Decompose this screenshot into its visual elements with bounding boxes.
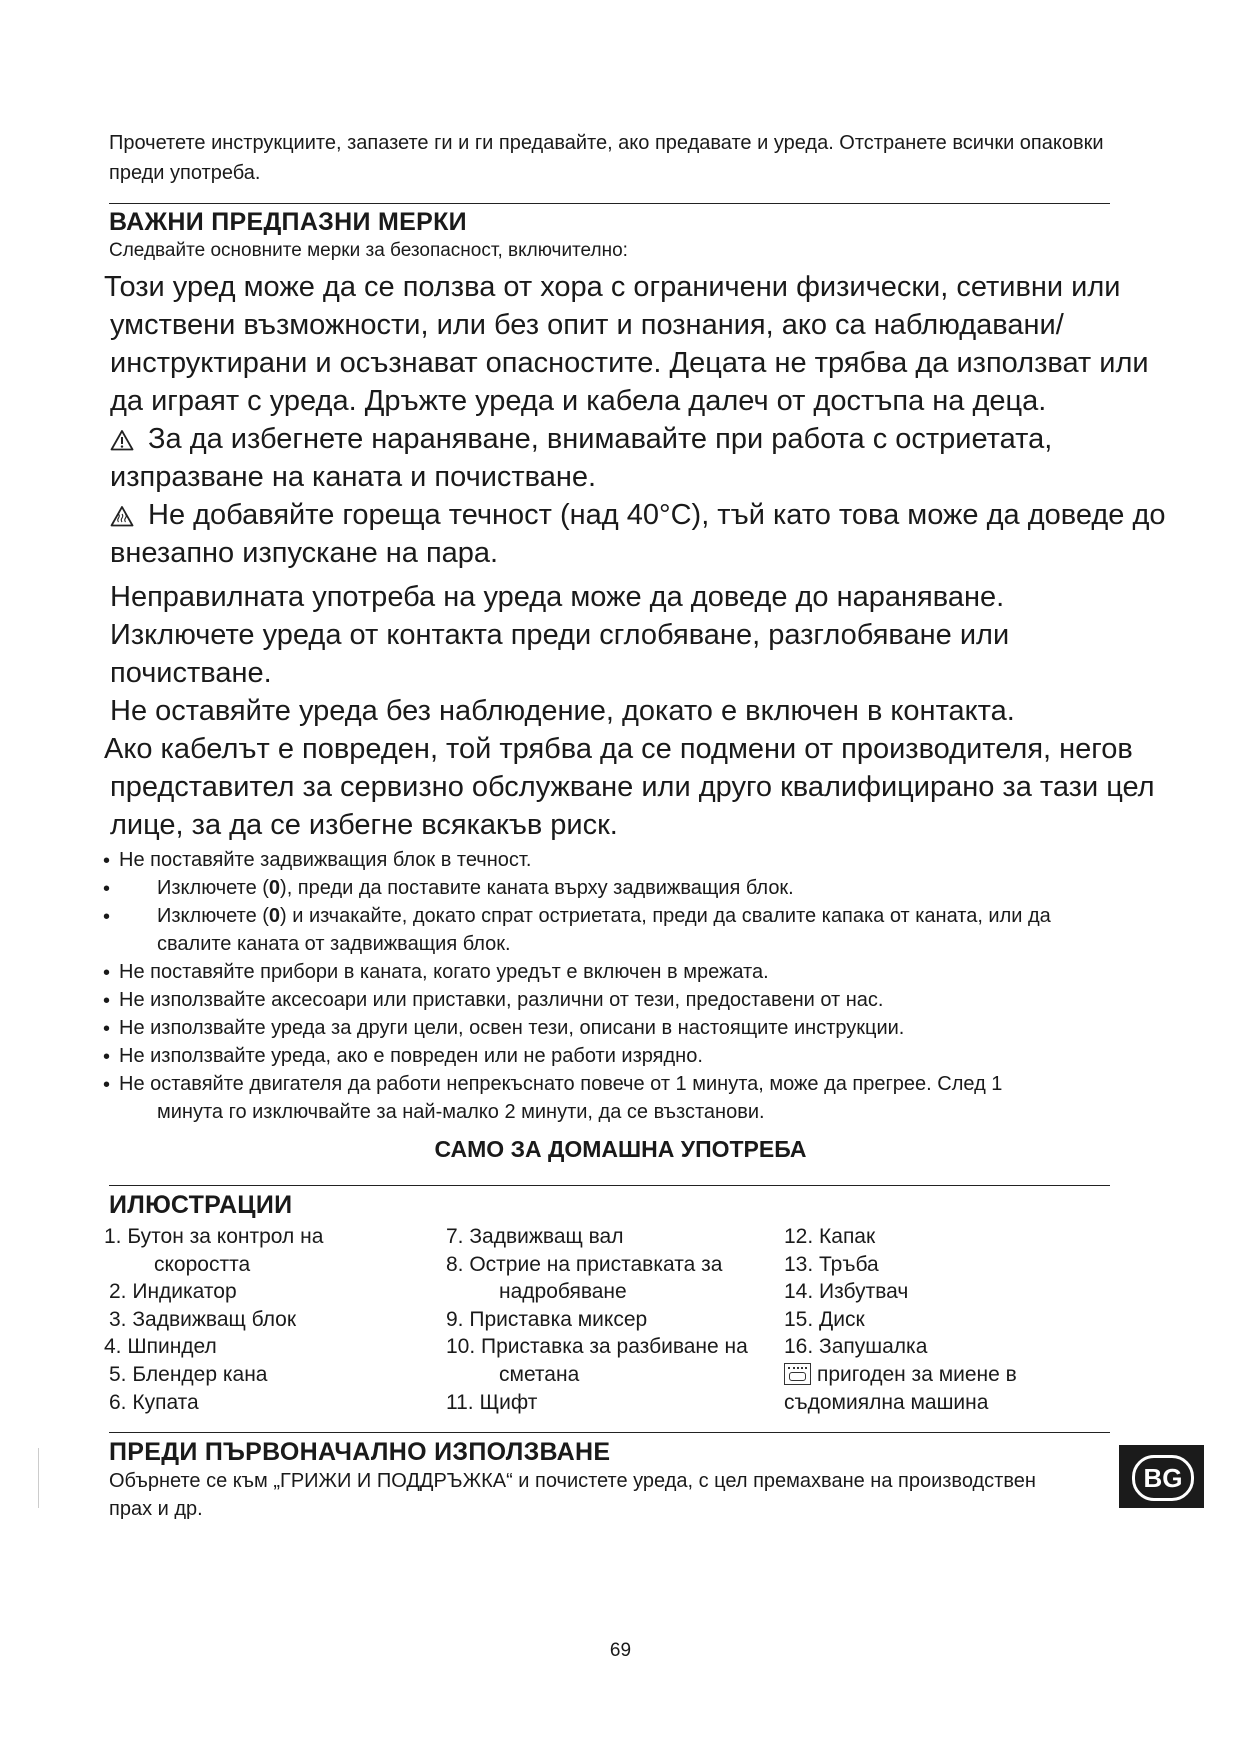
parts-list-item: 5. Блендер кана [109,1362,268,1386]
safety-line: Ако кабелът е повреден, той трябва да се подмени от производителя, негов [104,733,1133,765]
parts-list-item: съдомиялна машина [784,1390,989,1414]
bullet-item [157,902,1051,930]
parts-list-item: 8. Острие на приставката за [446,1252,723,1276]
dishwasher-safe-label: пригоден за миене в [817,1362,1017,1386]
warning-icon [110,423,134,461]
parts-list-item: 4. Шпиндел [104,1335,217,1359]
first-use-text: прах и др. [109,1498,203,1520]
parts-list-item: 15. Диск [784,1307,865,1331]
bullet-continuation: свалите каната от задвижващия блок. [157,933,511,955]
illustrations-heading: ИЛЮСТРАЦИИ [109,1191,293,1219]
dishwasher-icon [784,1363,811,1385]
safety-line: Не оставяйте уреда без наблюдение, докато е включен в контакта. [110,695,1015,727]
page-number: 69 [609,1640,632,1661]
safety-line: лице, за да се избегне всякакъв риск. [110,809,618,841]
parts-list-item: 11. Щифт [446,1390,538,1414]
bullet-item: Не използвайте аксесоари или приставки, различни от тези, предоставени от нас. [119,989,884,1011]
divider [109,1185,1110,1186]
parts-list-item: 2. Индикатор [109,1280,237,1304]
safety-line: умствени възможности, или без опит и познания, ако са наблюдавани/ [110,309,1064,341]
safety-line: инструктирани и осъзнават опасностите. Децата не трябва да използват или [110,347,1149,379]
parts-list-item: 13. Тръба [784,1252,879,1276]
parts-list-item: 6. Купата [109,1390,199,1414]
parts-list-item: 10. Приставка за разбиване на [446,1335,748,1359]
bullet-marker: • [103,906,111,928]
bullet-bold: 0 [268,877,281,899]
intro-text: Прочетете инструкциите, запазете ги и ги предавайте, ако предавате и уреда. Отстранете всички опаковки преди употреба. [109,132,1104,184]
parts-list-item: скоростта [154,1252,251,1276]
parts-list-item: 3. Задвижващ блок [109,1307,297,1331]
bullet-marker: • [103,1074,111,1096]
first-use-heading: ПРЕДИ ПЪРВОНАЧАЛНО ИЗПОЛЗВАНЕ [109,1438,611,1466]
margin-mark [38,1448,39,1508]
illustrations-column-2 [446,1223,748,1416]
parts-list-item: 12. Капак [784,1225,876,1248]
parts-list-item: сметана [499,1362,580,1386]
safety-line: Изключете уреда от контакта преди сглобяване, разглобяване или [110,619,1010,651]
parts-list-item: 9. Приставка миксер [446,1307,648,1331]
bullet-item: Не използвайте уреда за други цели, освен тези, описани в настоящите инструкции. [119,1017,905,1039]
first-use-text: Обърнете се към „ГРИЖИ И ПОДДРЪЖКА“ и почистете уреда, с цел премахване на производствен [109,1470,1036,1492]
safety-line: почистване. [110,657,272,689]
bullet-item: Не оставяйте двигателя да работи непрекъснато повече от 1 минута, може да прегрее. След 1 [119,1073,1003,1095]
bullet-marker: • [103,990,111,1012]
safety-line [110,420,1150,461]
safety-heading: ВАЖНИ ПРЕДПАЗНИ МЕРКИ [109,208,467,236]
parts-list-item: 7. Задвижващ вал [446,1225,624,1248]
bullet-text: Изключете ( [157,905,269,927]
language-badge [1119,1445,1204,1508]
language-badge-label: BG [1132,1455,1194,1501]
bullet-item: Не използвайте уреда, ако е повреден или не работи изрядно. [119,1045,703,1067]
safety-line [110,496,1166,537]
safety-line: да играят с уреда. Дръжте уреда и кабела далеч от достъпа на деца. [110,385,1047,417]
bullet-text: Изключете ( [157,877,269,899]
divider [109,1432,1110,1433]
bullet-item [157,874,794,902]
illustrations-column-1 [104,1223,323,1416]
bullet-item: Не поставяйте прибори в каната, когато уредът е включен в мрежата. [119,961,769,983]
safety-line-text: Не добавяйте гореща течност (над 40°C), тъй като това може да доведе до [148,499,1166,531]
home-use-notice: САМО ЗА ДОМАШНА УПОТРЕБА [434,1136,807,1162]
bullet-marker: • [103,1018,111,1040]
parts-list-item: 1. Бутон за контрол на [104,1225,324,1248]
safety-line: представител за сервизно обслужване или друго квалифицирано за тази цел [110,771,1155,803]
bullet-item: Не поставяйте задвижващия блок в течност. [119,849,532,871]
bullet-text: ) и изчакайте, докато спрат остриетата, преди да свалите капака от каната, или да [280,905,1051,927]
safety-line: Този уред може да се ползва от хора с ограничени физически, сетивни или [104,271,1121,303]
parts-list-item: 14. Избутвач [784,1280,909,1304]
bullet-text: ), преди да поставите каната върху задвижващия блок. [280,877,794,899]
bullet-marker: • [103,962,111,984]
bullet-bold: 0 [268,905,281,927]
safety-line-text: За да избегнете нараняване, внимавайте при работа с остриетата, [148,423,1053,455]
parts-list-item: 16. Запушалка [784,1335,928,1359]
safety-line: Неправилната употреба на уреда може да доведе до нараняване. [110,581,1005,613]
hot-steam-warning-icon [110,499,134,537]
divider [109,203,1110,204]
parts-list-item: надробяване [499,1280,627,1304]
bullet-marker: • [103,878,111,900]
illustrations-column-3 [784,1223,1017,1416]
bullet-marker: • [103,850,111,872]
safety-subheading: Следвайте основните мерки за безопасност, включително: [109,240,628,261]
bullet-continuation: минута го изключвайте за най-малко 2 минути, да се възстанови. [157,1101,765,1123]
bullet-marker: • [103,1046,111,1068]
safety-line: внезапно изпускане на пара. [110,537,499,569]
safety-line: изпразване на каната и почистване. [110,461,597,493]
parts-list-item [784,1361,1017,1389]
